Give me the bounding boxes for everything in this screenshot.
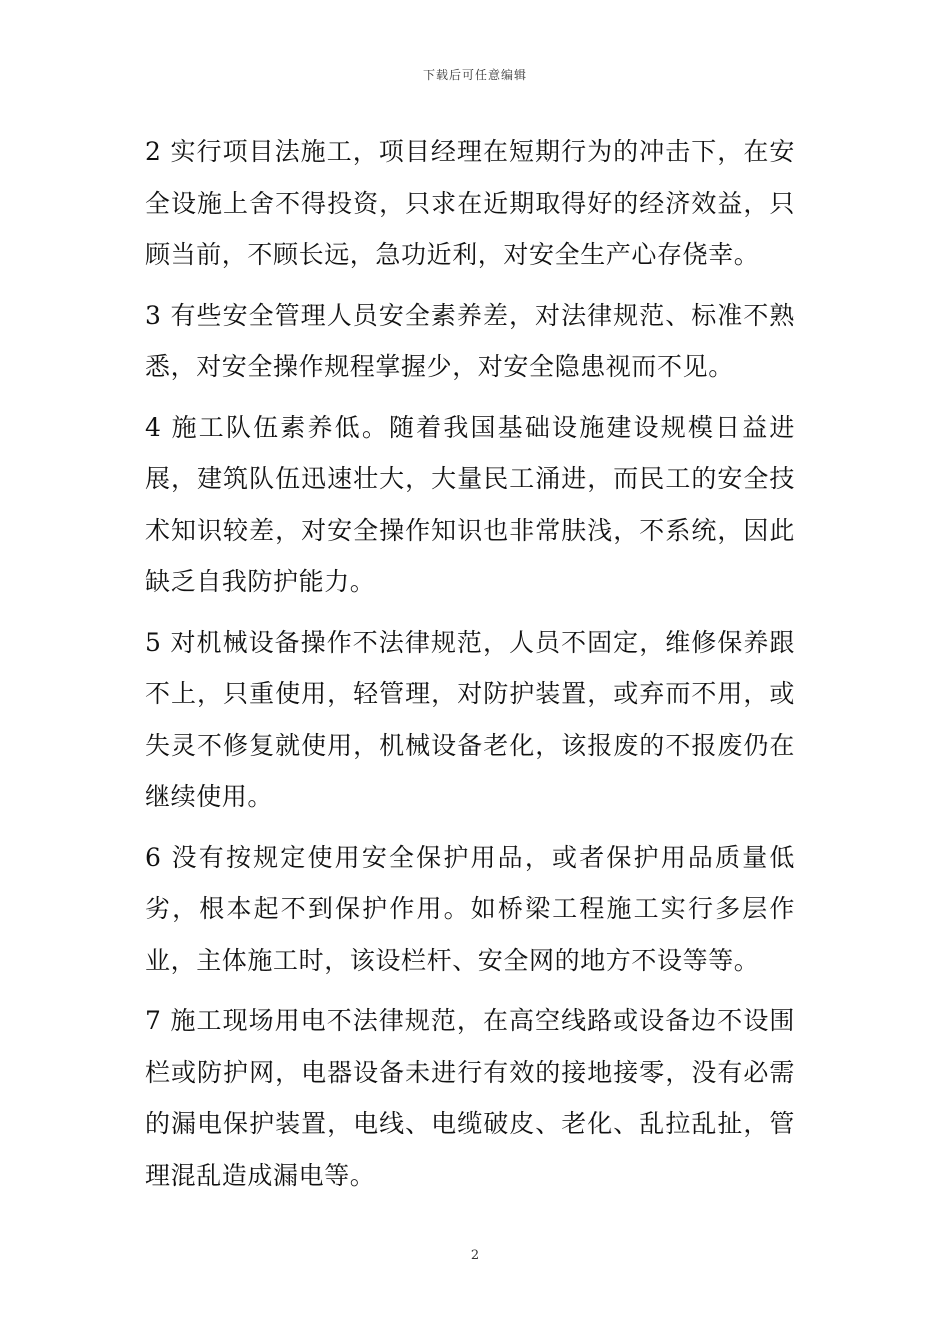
page-header: 下载后可任意编辑 [422, 68, 527, 82]
paragraph-item-7: 7 施工现场用电不法律规范，在高空线路或设备边不设围栏或防护网，电器设备未进行有效的接地接零，没有必需的漏电保护装置，电线、电缆破皮、老化、乱拉乱扯，管理混乱造成漏电等。 [145, 1006, 795, 1190]
paragraph-item-5: 5 对机械设备操作不法律规范，人员不固定，维修保养跟不上，只重使用，轻管理，对防护装置，或弃而不用，或失灵不修复就使用，机械设备老化，该报废的不报废仍在继续使用。 [145, 627, 795, 811]
paragraph-item-3: 3 有些安全管理人员安全素养差，对法律规范、标准不熟悉，对安全操作规程掌握少，对安全隐患视而不见。 [145, 300, 795, 381]
paragraph-item-6: 6 没有按规定使用安全保护用品，或者保护用品质量低劣，根本起不到保护作用。如桥梁工程施工实行多层作业，主体施工时，该设栏杆、安全网的地方不设等等。 [145, 842, 795, 975]
document-body [145, 126, 795, 1210]
paragraph-item-2: 2 实行项目法施工，项目经理在短期行为的冲击下，在安全设施上舍不得投资，只求在近期取得好的经济效益，只顾当前，不顾长远，急功近利，对安全生产心存侥幸。 [145, 137, 795, 269]
page-number: 2 [470, 1248, 480, 1263]
paragraph-item-4: 4 施工队伍素养低。随着我国基础设施建设规模日益进展，建筑队伍迅速壮大，大量民工涌进，而民工的安全技术知识较差，对安全操作知识也非常肤浅，不系统，因此缺乏自我防护能力。 [145, 412, 795, 596]
